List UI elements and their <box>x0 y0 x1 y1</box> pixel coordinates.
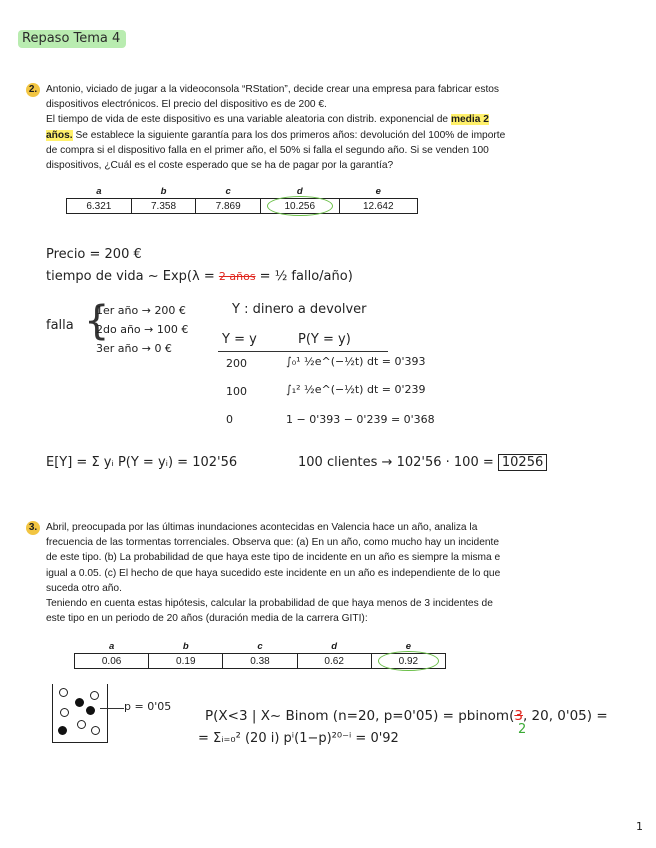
option-letter: e <box>405 641 412 652</box>
note-precio: Precio = 200 € <box>46 247 142 262</box>
option-value: 12.642 <box>339 199 418 214</box>
black-ball-icon <box>86 706 95 715</box>
column-header-y: Y = y <box>222 332 257 347</box>
brace-line-3: 3er año → 0 € <box>96 342 172 355</box>
question-2 <box>26 82 526 173</box>
note-sum-formula: = Σᵢ₌₀² (20 i) pⁱ(1−p)²⁰⁻ⁱ = 0'92 <box>198 731 399 746</box>
note-formula <box>205 708 608 724</box>
question-text-line: dispositivos, ¿Cuál es el coste esperado que se ha de pagar por la garantía? <box>46 160 394 172</box>
option-letter: d <box>331 641 338 652</box>
question-text-line: suceda otro año. <box>46 582 122 594</box>
note-text: tiempo de vida ~ Exp(λ = <box>46 269 215 284</box>
note-text: P(X<3 | X~ Binom (n=20, p=0'05) = pbinom( <box>205 708 515 724</box>
option-letter: b <box>160 186 167 197</box>
option-letter: c <box>257 641 263 652</box>
note-expectation: E[Y] = Σ yᵢ P(Y = yᵢ) = 102'56 <box>46 455 238 470</box>
page-number: 1 <box>636 820 643 833</box>
row-probability: ∫₁² ½e^(−½t) dt = 0'239 <box>286 383 426 396</box>
question-text-line: de este tipo. (b) La probabilidad de que haya este tipo de incidente en un año es siempre la misma e <box>46 552 501 564</box>
option-letter: a <box>108 641 115 652</box>
question-text-line: Se establece la siguiente garantía para los dos primeros años: devolución del 100% de importe <box>72 129 506 141</box>
question-text-line: Teniendo en cuenta estas hipótesis, calcular la probabilidad de que haya menos de 3 incidentes de <box>46 598 493 610</box>
question-3 <box>26 520 526 626</box>
table-rule <box>218 351 388 352</box>
row-y-value: 0 <box>226 413 233 426</box>
question-text-line: frecuencia de las tormentas torrenciales. Observa que: (a) En un año, como mucho hay un incidente <box>46 537 500 549</box>
question-text-line: este tipo en un periodo de 20 años (duración media de la carrera GITI): <box>46 613 368 625</box>
white-ball-icon <box>91 726 100 735</box>
question-text-line: Antonio, viciado de jugar a la videoconsola “RStation”, decide crear una empresa para fabricar estos <box>46 84 500 95</box>
highlighted-text: media 2 <box>450 114 489 126</box>
option-value: 0.62 <box>297 654 371 669</box>
question-number-badge: 3. <box>26 521 40 535</box>
highlighted-text: años. <box>46 129 73 141</box>
boxed-result: 10256 <box>498 454 547 471</box>
question-text-line: Abril, preocupada por las últimas inundaciones acontecidas en Valencia hace un año, analiza la <box>46 522 478 533</box>
black-ball-icon <box>58 726 67 735</box>
urn-diagram <box>52 684 108 743</box>
question-number-badge: 2. <box>26 83 40 97</box>
question-text-line: dispositivos electrónicos. El precio del dispositivo es de 200 €. <box>46 99 327 111</box>
white-ball-icon <box>60 708 69 717</box>
brace-line-2: 2do año → 100 € <box>96 323 189 336</box>
black-ball-icon <box>75 698 84 707</box>
pointer-line <box>100 708 124 709</box>
question-text-line: El tiempo de vida de este dispositivo es una variable aleatoria con distrib. exponencial de <box>46 114 449 126</box>
option-letter: e <box>375 186 381 197</box>
note-text: , 20, 0'05) = <box>522 708 608 724</box>
answer-options-table <box>66 186 418 214</box>
option-value: 7.358 <box>131 199 196 214</box>
option-value: 0.06 <box>75 654 149 669</box>
note-falla-label: falla <box>46 318 74 333</box>
answer-options-table <box>74 641 446 669</box>
note-tiempo-vida <box>46 269 353 284</box>
option-value-correct: 0.92 <box>371 654 445 669</box>
note-text: 100 clientes → 102'56 · 100 = <box>298 455 494 470</box>
brace-icon: { <box>84 298 110 344</box>
option-value: 0.38 <box>223 654 297 669</box>
option-value: 7.869 <box>196 199 261 214</box>
question-text-line: de compra si el dispositivo falla en el primer año, el 50% si falla el segundo año. Si se venden 100 <box>46 144 489 156</box>
note-p-value: p = 0'05 <box>124 700 172 713</box>
option-letter: d <box>296 186 303 197</box>
option-letter: b <box>182 641 189 652</box>
white-ball-icon <box>59 688 68 697</box>
question-text-line: igual a 0.05. (c) El hecho de que haya sucedido este incidente en un año es independiente de lo que <box>46 567 501 579</box>
option-value: 6.321 <box>67 199 132 214</box>
white-ball-icon <box>90 691 99 700</box>
row-y-value: 200 <box>226 357 247 370</box>
row-probability: 1 − 0'393 − 0'239 = 0'368 <box>286 413 435 426</box>
column-header-p: P(Y = y) <box>298 332 351 347</box>
note-y-definition: Y : dinero a devolver <box>232 302 367 317</box>
crossed-out-text: 2 años <box>218 270 256 283</box>
row-y-value: 100 <box>226 385 247 398</box>
option-letter: c <box>225 186 231 197</box>
brace-line-1: 1er año → 200 € <box>96 304 186 317</box>
page-title: Repaso Tema 4 <box>18 30 126 48</box>
option-value-correct: 10.256 <box>261 199 339 214</box>
row-probability: ∫₀¹ ½e^(−½t) dt = 0'393 <box>286 355 426 368</box>
note-text: = ½ fallo/año) <box>255 269 353 284</box>
option-value: 0.19 <box>149 654 223 669</box>
option-letter: a <box>96 186 102 197</box>
crossed-out-text: 3 <box>514 708 523 724</box>
correction-text: 2 <box>518 722 527 737</box>
white-ball-icon <box>77 720 86 729</box>
note-clients <box>298 455 547 470</box>
